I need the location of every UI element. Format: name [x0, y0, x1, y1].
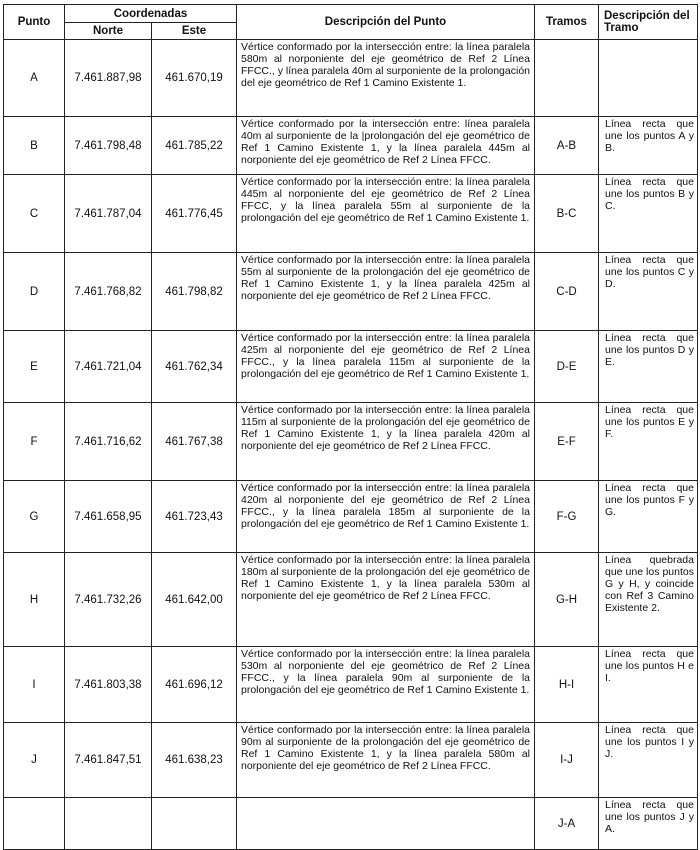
- cell-norte: 7.461.768,82: [65, 253, 152, 331]
- cell-tramo-desc: [599, 253, 698, 331]
- table-row: [4, 331, 698, 403]
- table-row: [4, 253, 698, 331]
- cell-norte: 7.461.803,38: [65, 647, 152, 723]
- cell-descripcion-text: Vértice conformado por la intersección entre: la línea paralela 530m al norponiente del eje geométrico de Ref 2 Línea FFCC., y la línea paralela 90m al surponiente de la prolongación del eje geométrico de Ref 1 Camino Existente 1.: [241, 648, 530, 696]
- cell-norte: 7.461.798,48: [65, 117, 152, 175]
- cell-descripcion-text: Vértice conformado por la intersección entre: la línea paralela 115m al surponiente de la prolongación del eje geométrico de Ref 1 Camino Existente 1, y la línea paralela 420m al norponiente del eje geométrico de Ref 2 Línea FFCC.: [241, 404, 530, 452]
- cell-punto: C: [4, 175, 65, 253]
- cell-descripcion: [237, 403, 535, 481]
- cell-punto: [4, 798, 65, 850]
- cell-este: 461.723,43: [152, 481, 237, 553]
- cell-norte: 7.461.658,95: [65, 481, 152, 553]
- table-row: [4, 798, 698, 850]
- table-row: [4, 481, 698, 553]
- cell-punto: E: [4, 331, 65, 403]
- cell-tramo-desc: [599, 403, 698, 481]
- cell-este: 461.767,38: [152, 403, 237, 481]
- cell-descripcion-text: Vértice conformado por la intersección entre: la línea paralela 420m al norponiente del eje geométrico de Ref 2 Línea FFCC., y la línea paralela 185m al surponiente de la prolongación del eje geométrico de Ref 1 Camino Existente 1.: [241, 482, 530, 530]
- cell-tramo: D-E: [535, 331, 599, 403]
- cell-tramo-desc-text: Línea recta que une los puntos I y J.: [605, 724, 694, 760]
- header-norte: Norte: [65, 23, 152, 40]
- cell-tramo-desc-text: Línea recta que une los puntos H e I.: [605, 648, 694, 684]
- cell-norte: [65, 798, 152, 850]
- cell-tramo-desc-text: Línea recta que une los puntos F y G.: [605, 482, 694, 518]
- cell-tramo-desc: [599, 117, 698, 175]
- table-body: [4, 40, 698, 850]
- cell-norte: 7.461.847,51: [65, 723, 152, 798]
- cell-tramo-desc-text: [599, 40, 697, 42]
- table-row: [4, 40, 698, 117]
- cell-punto: A: [4, 40, 65, 117]
- cell-tramo-desc-text: Línea quebrada que une los puntos G y H, y coincide con Ref 3 Camino Existente 2.: [605, 554, 694, 614]
- cell-este: 461.642,00: [152, 553, 237, 647]
- cell-este: 461.762,34: [152, 331, 237, 403]
- cell-norte: 7.461.732,26: [65, 553, 152, 647]
- cell-tramo-desc-text: Línea recta que une los puntos J y A.: [605, 799, 694, 835]
- cell-punto: I: [4, 647, 65, 723]
- cell-punto: D: [4, 253, 65, 331]
- cell-tramo-desc: [599, 40, 698, 117]
- header-tramos: Tramos: [535, 5, 599, 40]
- cell-descripcion-text: Vértice conformado por la intersección entre: la línea paralela 180m al surponiente de la prolongación del eje geométrico de Ref 1 Camino Existente 1, y la línea paralela 530m al norponiente del eje geométrico de Ref 2 Línea FFCC.: [241, 554, 530, 602]
- cell-punto: G: [4, 481, 65, 553]
- cell-descripcion-text: [237, 798, 534, 800]
- cell-tramo-desc-text: Línea recta que une los puntos C y D.: [605, 254, 694, 290]
- table-row: [4, 403, 698, 481]
- header-punto: Punto: [4, 5, 65, 40]
- cell-tramo-desc: [599, 553, 698, 647]
- cell-este: 461.670,19: [152, 40, 237, 117]
- cell-descripcion: [237, 798, 535, 850]
- cell-tramo: E-F: [535, 403, 599, 481]
- cell-este: 461.696,12: [152, 647, 237, 723]
- cell-descripcion: [237, 647, 535, 723]
- cell-tramo-desc-text: Línea recta que une los puntos E y F.: [605, 404, 694, 440]
- table-row: [4, 117, 698, 175]
- cell-este: 461.798,82: [152, 253, 237, 331]
- cell-tramo-desc: [599, 647, 698, 723]
- cell-norte: 7.461.787,04: [65, 175, 152, 253]
- cell-descripcion: [237, 253, 535, 331]
- cell-este: 461.638,23: [152, 723, 237, 798]
- cell-descripcion-text: Vértice conformado por la intersección entre: línea paralela 40m al surponiente de la |prolongación del eje geométrico de Ref 1 Camino Existente 1, y la línea paralela 445m al norponiente del eje geométrico de Ref 2 Línea FFCC.: [241, 118, 530, 166]
- cell-tramo: H-I: [535, 647, 599, 723]
- table-row: [4, 723, 698, 798]
- cell-descripcion: [237, 117, 535, 175]
- coordinates-table: [3, 4, 698, 850]
- cell-descripcion-text: Vértice conformado por la intersección entre: la línea paralela 580m al norponiente del eje geométrico de Ref 2 Línea FFCC., y línea paralela 40m al surponiente de la prolongación del eje geométrico de Ref 1 Camino Existente 1.: [241, 41, 530, 89]
- table-row: [4, 175, 698, 253]
- cell-tramo-desc: [599, 481, 698, 553]
- cell-descripcion: [237, 175, 535, 253]
- cell-tramo: A-B: [535, 117, 599, 175]
- cell-este: 461.785,22: [152, 117, 237, 175]
- cell-descripcion-text: Vértice conformado por la intersección entre: la línea paralela 55m al surponiente de la prolongación del eje geométrico de Ref 1 Camino Existente 1, y la línea paralela 425m al norponiente del eje geométrico de Ref 2 Línea FFCC.: [241, 254, 530, 302]
- cell-descripcion: [237, 40, 535, 117]
- cell-tramo: G-H: [535, 553, 599, 647]
- cell-descripcion-text: Vértice conformado por la intersección entre: la línea paralela 425m al norponiente del eje geométrico de Ref 2 Línea FFCC., y la línea paralela 115m al surponiente de la prolongación del eje geométrico de Ref 1 Camino Existente 1.: [241, 332, 530, 380]
- cell-descripcion: [237, 553, 535, 647]
- header-descripcion-tramo: Descripción del Tramo: [599, 5, 698, 40]
- cell-tramo: J-A: [535, 798, 599, 850]
- cell-este: [152, 798, 237, 850]
- cell-punto: J: [4, 723, 65, 798]
- cell-tramo: I-J: [535, 723, 599, 798]
- table-row: [4, 553, 698, 647]
- cell-tramo: C-D: [535, 253, 599, 331]
- cell-descripcion: [237, 331, 535, 403]
- cell-tramo: [535, 40, 599, 117]
- cell-descripcion: [237, 723, 535, 798]
- cell-tramo-desc: [599, 175, 698, 253]
- cell-descripcion-text: Vértice conformado por la intersección entre: la línea paralela 90m al surponiente de la prolongación del eje geométrico de Ref 1 Camino Existente 1, y la línea paralela 580m al norponiente del eje geométrico de Ref 2 Línea FFCC.: [241, 724, 530, 772]
- cell-norte: 7.461.887,98: [65, 40, 152, 117]
- cell-descripcion: [237, 481, 535, 553]
- cell-punto: F: [4, 403, 65, 481]
- header-descripcion-punto: Descripción del Punto: [237, 5, 535, 40]
- cell-tramo-desc: [599, 798, 698, 850]
- header-coordenadas: Coordenadas: [65, 5, 237, 23]
- cell-descripcion-text: Vértice conformado por la intersección entre: la línea paralela 445m al norponiente del eje geométrico de Ref 2 Línea FFCC, y la línea paralela 55m al surponiente de la prolongación del eje geométrico de Ref 1 Camino Existente 1.: [241, 176, 530, 224]
- cell-norte: 7.461.721,04: [65, 331, 152, 403]
- cell-tramo-desc: [599, 331, 698, 403]
- cell-tramo: F-G: [535, 481, 599, 553]
- cell-punto: H: [4, 553, 65, 647]
- cell-tramo-desc: [599, 723, 698, 798]
- cell-tramo-desc-text: Línea recta que une los puntos D y E.: [605, 332, 694, 368]
- table-row: [4, 647, 698, 723]
- cell-tramo-desc-text: Línea recta que une los puntos B y C.: [605, 176, 694, 212]
- cell-punto: B: [4, 117, 65, 175]
- cell-este: 461.776,45: [152, 175, 237, 253]
- cell-tramo: B-C: [535, 175, 599, 253]
- cell-norte: 7.461.716,62: [65, 403, 152, 481]
- cell-tramo-desc-text: Línea recta que une los puntos A y B.: [605, 118, 694, 154]
- header-este: Este: [152, 23, 237, 40]
